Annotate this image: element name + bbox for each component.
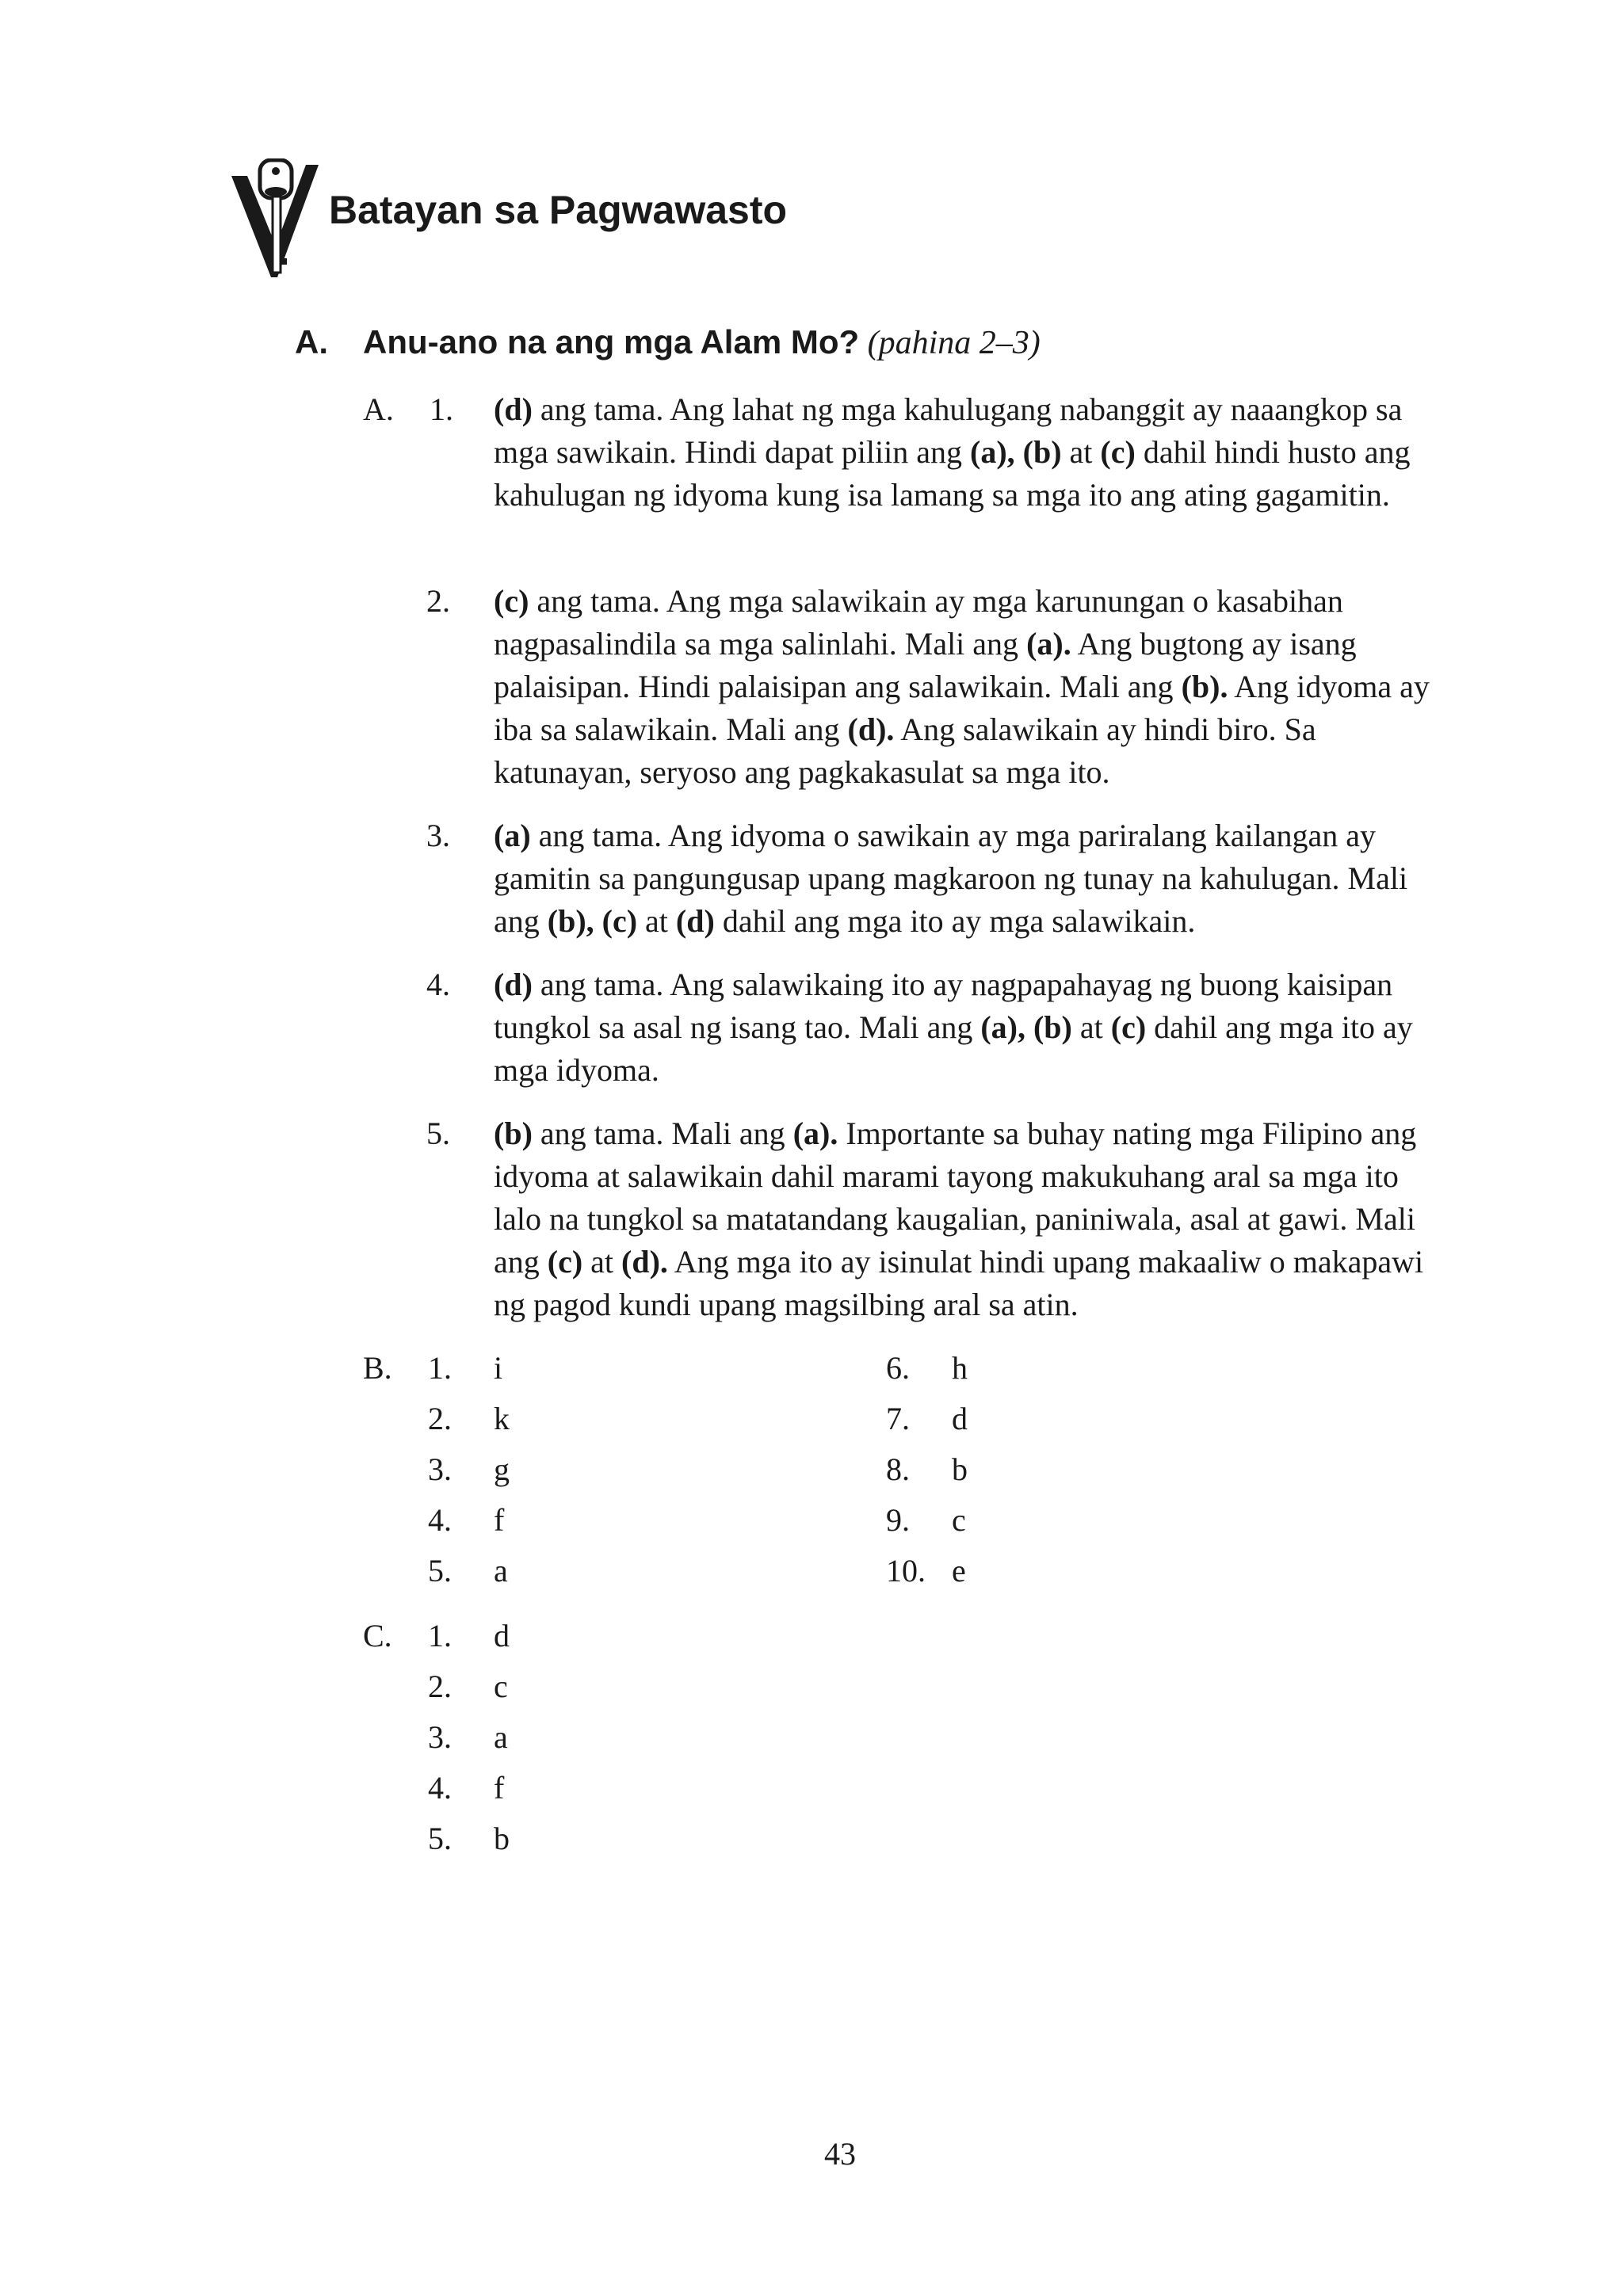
answer-explanation [494, 1112, 1441, 1326]
item-number: 10. [886, 1553, 926, 1589]
explanation-text: ang tama. Ang mga salawikain ay mga karunungan o kasabihan nagpasalindila sa mga salinlahi. Mali ang [494, 583, 1343, 662]
explanation-text: Importante sa buhay nating mga Filipino ang idyoma at salawikain dahil marami tayong makukuhang aral sa mga ito lalo na tungkol sa matatandang kaugalian, paniniwala, asal at gawi. Mali ang [494, 1116, 1417, 1280]
item-answer: h [952, 1350, 968, 1386]
item-answer: k [494, 1401, 510, 1436]
item-answer: a [494, 1553, 508, 1589]
explanation-text: at [1061, 434, 1101, 470]
choice-reference: (c) [547, 1244, 583, 1280]
item-answer: b [952, 1451, 968, 1487]
item-answer: c [952, 1502, 966, 1538]
section-heading [295, 323, 1041, 362]
choice-reference: (a). [792, 1116, 838, 1151]
item-number: 1. [428, 1618, 452, 1653]
explanation-text: at [1071, 1009, 1111, 1045]
explanation-text: Ang mga ito ay isinulat hindi upang makaaliw o makapawi ng pagod kundi upang magsilbing aral sa atin. [494, 1244, 1424, 1322]
item-number: 3. [428, 1451, 452, 1487]
choice-reference: (d). [621, 1244, 668, 1280]
answer-number: 1. [430, 391, 453, 427]
item-answer: i [494, 1350, 503, 1386]
page-number: 43 [824, 2136, 856, 2172]
explanation-text: ang tama. Ang lahat ng mga kahulugang nabanggit ay naaangkop sa mga sawikain. Hindi dapat piliin ang [494, 391, 1403, 470]
part-c-label: C. [363, 1618, 392, 1653]
explanation-text: Ang salawikain ay hindi biro. Sa katunayan, seryoso ang pagkakasulat sa mga ito. [494, 711, 1316, 790]
choice-reference: (a), (b) [980, 1009, 1072, 1045]
item-number: 4. [428, 1770, 452, 1806]
item-number: 9. [886, 1502, 910, 1538]
choice-reference: (b) [494, 1116, 533, 1151]
answer-number: 3. [426, 818, 450, 853]
item-answer: d [952, 1401, 968, 1436]
choice-reference: (a), (b) [970, 434, 1062, 470]
choice-reference: (d) [675, 903, 715, 939]
explanation-text: Ang bugtong ay isang palaisipan. Hindi palaisipan ang salawikain. Mali ang [494, 626, 1357, 704]
page-title: Batayan sa Pagwawasto [329, 188, 788, 232]
choice-reference: (b), (c) [547, 903, 638, 939]
answer-explanation [494, 814, 1441, 943]
explanation-text: Ang idyoma ay iba sa salawikain. Mali ang [494, 669, 1430, 747]
item-answer: c [494, 1669, 508, 1704]
item-number: 7. [886, 1401, 910, 1436]
choice-reference: (c) [1100, 434, 1136, 470]
item-answer: f [494, 1770, 505, 1806]
explanation-text: ang tama. Mali ang [532, 1116, 793, 1151]
choice-reference: (b). [1181, 669, 1228, 704]
item-number: 1. [428, 1350, 452, 1386]
choice-reference: (d) [494, 967, 533, 1002]
item-number: 5. [428, 1553, 452, 1589]
item-number: 2. [428, 1401, 452, 1436]
explanation-text: dahil ang mga ito ay mga idyoma. [494, 1009, 1413, 1088]
item-answer: d [494, 1618, 510, 1653]
item-answer: g [494, 1451, 510, 1487]
section-title: Anu-ano na ang mga Alam Mo? [363, 323, 860, 360]
choice-reference: (d) [494, 391, 533, 427]
explanation-text: ang tama. Ang idyoma o sawikain ay mga pariralang kailangan ay gamitin sa pangungusap upang magkaroon ng tunay na kahulugan. Mali ang [494, 818, 1408, 939]
item-number: 6. [886, 1350, 910, 1386]
explanation-text: dahil hindi husto ang kahulugan ng idyoma kung isa lamang sa mga ito ang ating gagamitin. [494, 434, 1411, 513]
answer-explanation [494, 388, 1441, 517]
answer-number: 5. [426, 1116, 450, 1151]
item-answer: f [494, 1502, 505, 1538]
answer-number: 4. [426, 967, 450, 1002]
part-b-label: B. [363, 1350, 392, 1386]
key-icon [230, 158, 325, 277]
choice-reference: (c) [494, 583, 529, 619]
explanation-text: at [637, 903, 676, 939]
item-number: 3. [428, 1719, 452, 1755]
choice-reference: (c) [1110, 1009, 1147, 1045]
item-answer: e [952, 1553, 966, 1589]
item-answer: b [494, 1821, 510, 1856]
part-a-label: A. [363, 391, 394, 427]
item-number: 5. [428, 1821, 452, 1856]
explanation-text: ang tama. Ang salawikaing ito ay nagpapahayag ng buong kaisipan tungkol sa asal ng isang tao. Mali ang [494, 967, 1393, 1045]
explanation-text: dahil ang mga ito ay mga salawikain. [714, 903, 1196, 939]
section-letter: A. [295, 323, 328, 360]
answer-explanation [494, 963, 1441, 1092]
answer-number: 2. [426, 583, 450, 619]
item-answer: a [494, 1719, 508, 1755]
item-number: 8. [886, 1451, 910, 1487]
section-page-reference: (pahina 2–3) [867, 325, 1041, 361]
choice-reference: (d). [847, 711, 895, 747]
explanation-text: at [582, 1244, 622, 1280]
item-number: 2. [428, 1669, 452, 1704]
item-number: 4. [428, 1502, 452, 1538]
answer-explanation [494, 580, 1441, 794]
choice-reference: (a). [1026, 626, 1071, 662]
choice-reference: (a) [494, 818, 531, 853]
